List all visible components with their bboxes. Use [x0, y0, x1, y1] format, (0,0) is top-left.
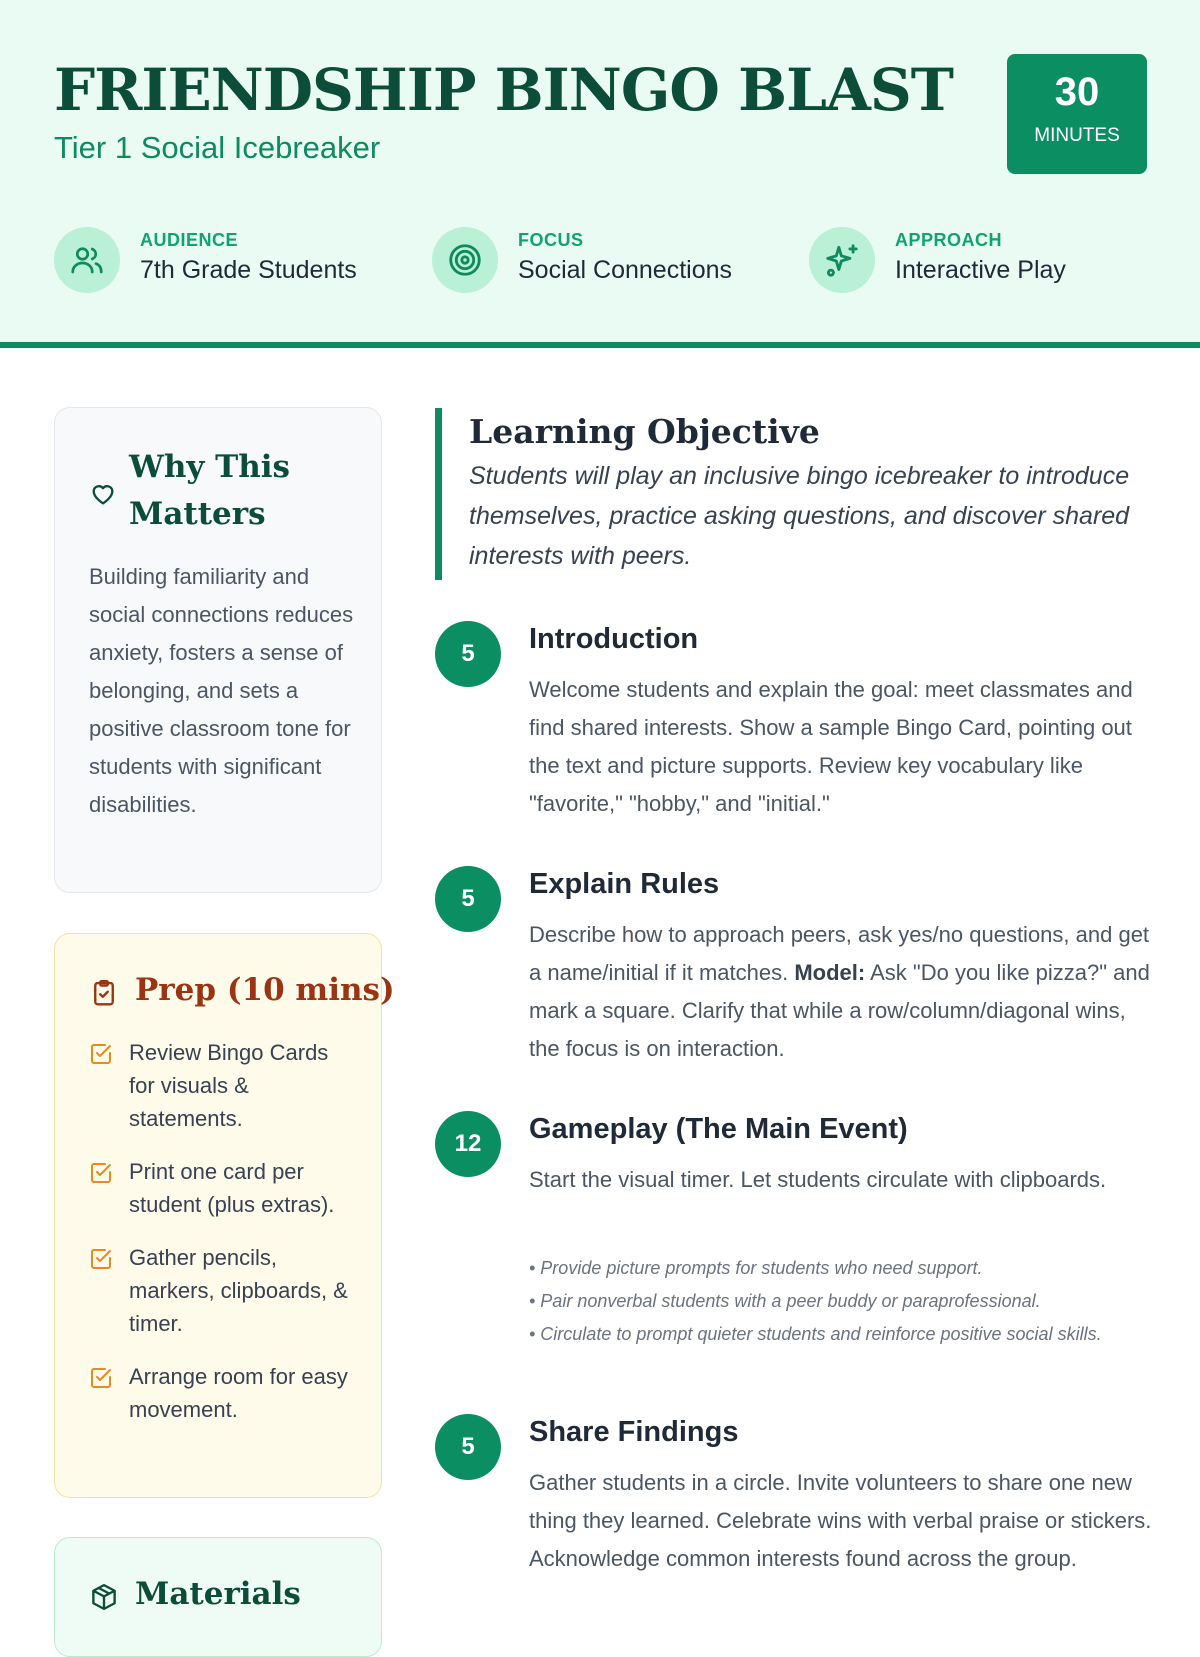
- prep-item-text: Gather pencils, markers, clipboards, & timer.: [129, 1245, 348, 1336]
- gameplay-tips: [529, 1255, 1154, 1354]
- why-text: Building familiarity and social connections reduces anxiety, fosters a sense of belonging, and sets a positive classroom tone for students with significant disabilities.: [89, 564, 354, 817]
- prep-item-text: Review Bingo Cards for visuals & statements.: [129, 1040, 329, 1131]
- check-square-icon: [89, 1042, 113, 1075]
- check-square-icon: [89, 1247, 113, 1280]
- duration-badge: [1007, 54, 1147, 174]
- tip-item: • Circulate to prompt quieter students and reinforce positive social skills.: [529, 1324, 1102, 1344]
- meta-value: Interactive Play: [895, 256, 1066, 284]
- prep-title: Prep (10 mins): [135, 972, 395, 1008]
- sparkles-icon: [809, 227, 875, 293]
- page-title: FRIENDSHIP BINGO BLAST: [54, 56, 953, 124]
- materials-card: [54, 1537, 382, 1657]
- meta-label: APPROACH: [895, 230, 1003, 250]
- step-title: Introduction: [529, 623, 699, 655]
- target-icon: [432, 227, 498, 293]
- prep-item: [89, 1360, 359, 1426]
- check-square-icon: [89, 1161, 113, 1194]
- duration-unit: MINUTES: [1034, 125, 1120, 146]
- step-title: Share Findings: [529, 1416, 739, 1448]
- step-text-part: Describe how to approach peers, ask yes/no questions, and get a name/initial if it matches.: [529, 922, 1150, 985]
- materials-title: Materials: [135, 1576, 301, 1612]
- meta-label: FOCUS: [518, 230, 584, 250]
- prep-item-text: Arrange room for easy movement.: [129, 1364, 348, 1422]
- prep-item: [89, 1155, 359, 1221]
- step-title: Explain Rules: [529, 868, 720, 900]
- step-text: Welcome students and explain the goal: meet classmates and find shared interests. Show a sample Bingo Card, pointing out the text and picture supports. Review key vocabulary like "favorite," "hobby," and "initial.": [529, 677, 1133, 816]
- step-text: Gather students in a circle. Invite volunteers to share one new thing they learned. Celebrate wins with verbal praise or stickers. Acknowledge common interests found across the group.: [529, 1470, 1152, 1571]
- objective-title: Learning Objective: [469, 412, 820, 451]
- why-card: [54, 407, 382, 893]
- step-minutes-badge: 5: [435, 866, 501, 932]
- meta-label: AUDIENCE: [140, 230, 239, 250]
- why-heading: [89, 444, 359, 544]
- header: [0, 0, 1200, 348]
- prep-item-text: Print one card per student (plus extras).: [129, 1159, 335, 1217]
- objective-text: Students will play an inclusive bingo icebreaker to introduce themselves, practice asking questions, and discover shared interests with peers.: [469, 462, 1130, 570]
- meta-value: 7th Grade Students: [140, 256, 357, 284]
- meta-value: Social Connections: [518, 256, 733, 284]
- check-square-icon: [89, 1366, 113, 1399]
- heart-icon: [89, 480, 117, 513]
- users-icon: [54, 227, 120, 293]
- prep-item: [89, 1241, 359, 1340]
- page-subtitle: Tier 1 Social Icebreaker: [54, 130, 381, 165]
- duration-value: 30: [1054, 70, 1100, 114]
- prep-item: [89, 1036, 359, 1135]
- prep-card: [54, 933, 395, 1498]
- tip-item: • Provide picture prompts for students who need support.: [529, 1258, 983, 1278]
- step-minutes-badge: 12: [435, 1111, 501, 1177]
- step-title: Gameplay (The Main Event): [529, 1113, 908, 1145]
- step-text: Start the visual timer. Let students circulate with clipboards.: [529, 1167, 1107, 1192]
- step-text-part: Ask "Do you like pizza?" and mark a square. Clarify that while a row/column/diagonal wins, the focus is on interaction.: [529, 960, 1150, 1061]
- learning-objective: [435, 408, 1155, 580]
- why-title: Why This Matters: [129, 449, 290, 532]
- prep-list: [89, 1036, 359, 1446]
- step-minutes-badge: 5: [435, 1414, 501, 1480]
- step-text-emphasis: Model:: [794, 960, 866, 985]
- tip-item: • Pair nonverbal students with a peer buddy or paraprofessional.: [529, 1291, 1041, 1311]
- step-text: [529, 916, 1154, 1068]
- clipboard-icon: [89, 978, 119, 1013]
- step-minutes-badge: 5: [435, 621, 501, 687]
